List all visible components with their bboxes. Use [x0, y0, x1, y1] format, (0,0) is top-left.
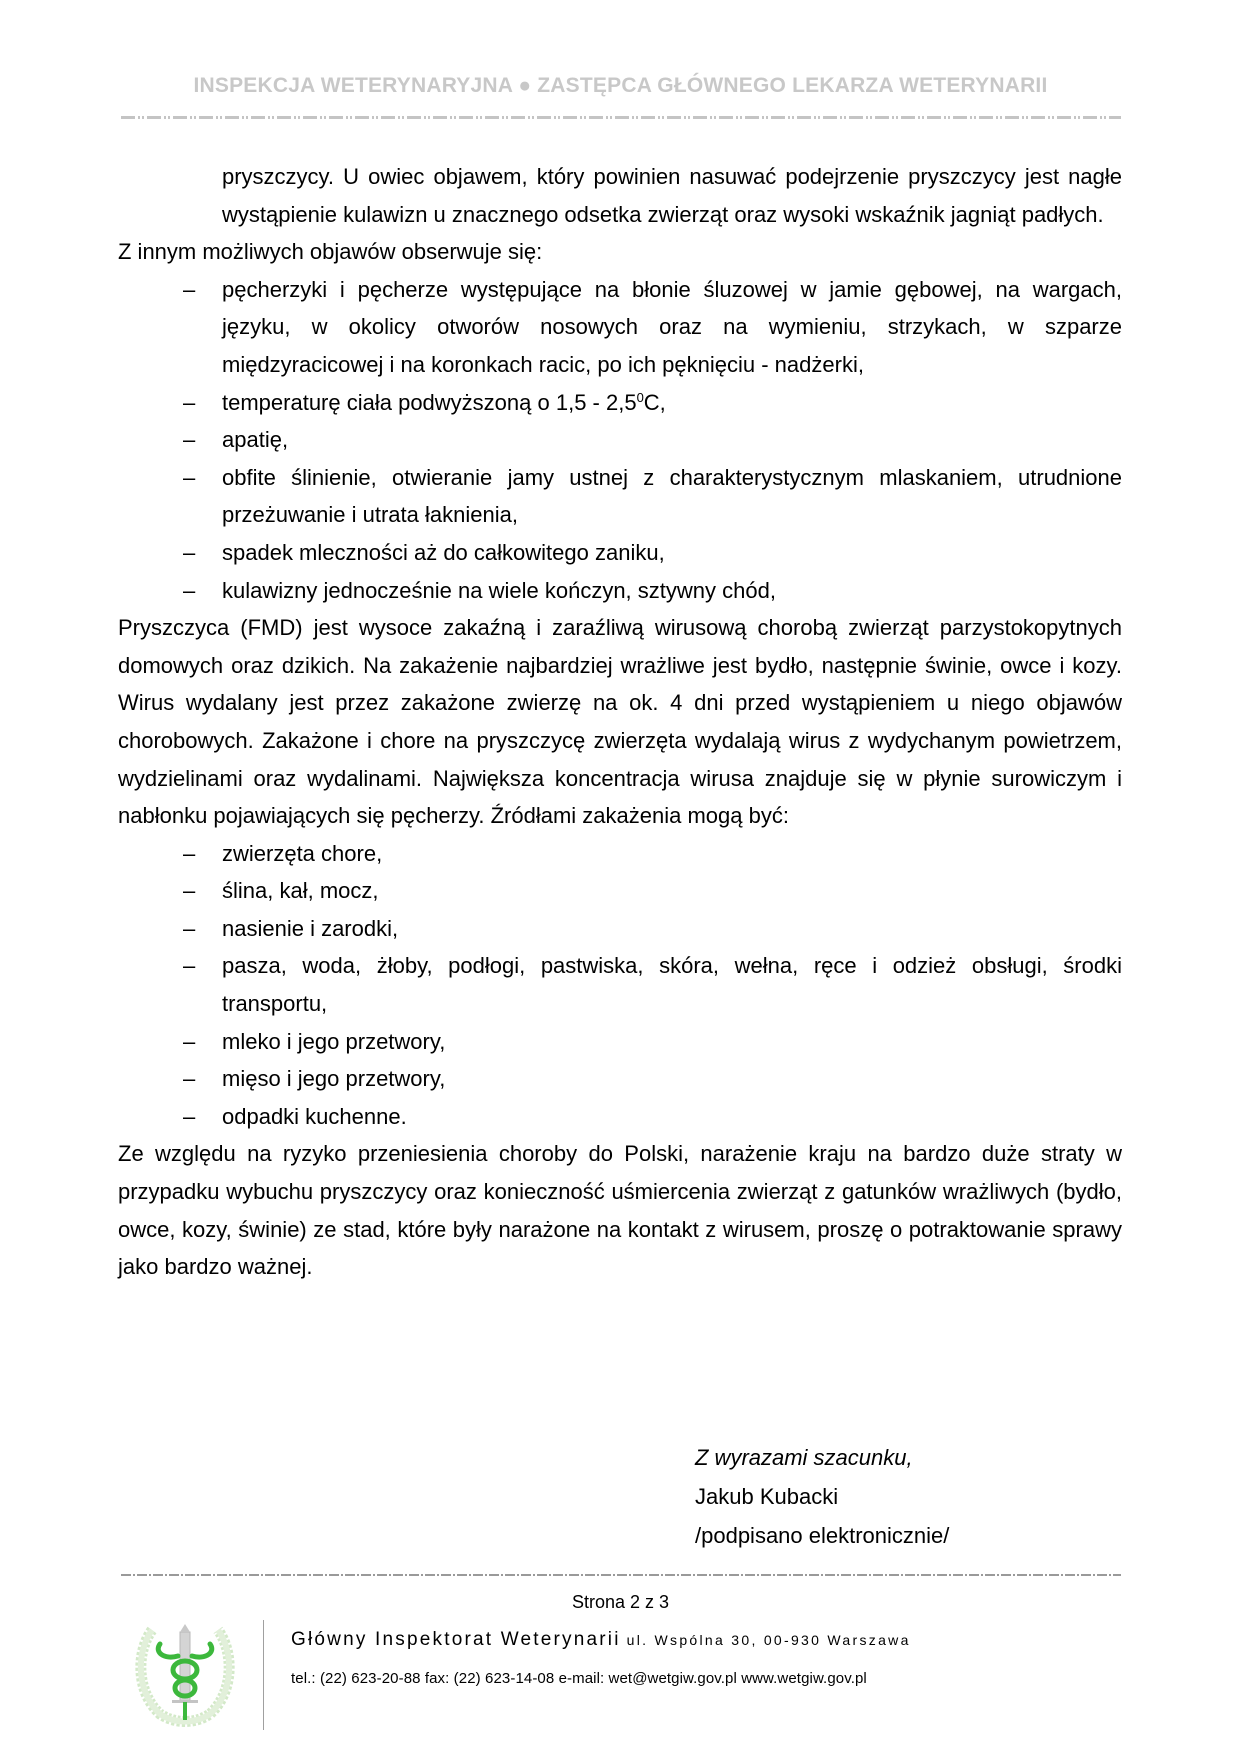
- dash-bullet-icon: –: [183, 464, 196, 490]
- dash-bullet-icon: –: [183, 953, 196, 979]
- list-item: – pasza, woda, żłoby, podłogi, pastwiska, skóra, wełna, ręce i odzież obsługi, środki transportu,: [118, 947, 1122, 1022]
- dash-bullet-icon: –: [183, 276, 196, 302]
- signature-greeting: Z wyrazami szacunku,: [695, 1445, 913, 1470]
- dash-bullet-icon: –: [183, 427, 196, 453]
- dash-bullet-icon: –: [183, 878, 196, 904]
- list-item: – mleko i jego przetwory,: [118, 1023, 1122, 1061]
- signature-block: [695, 1438, 949, 1555]
- dash-bullet-icon: –: [183, 389, 196, 415]
- list-item: – ślina, kał, mocz,: [118, 872, 1122, 910]
- dash-bullet-icon: –: [183, 539, 196, 565]
- list-item: – spadek mleczności aż do całkowitego zaniku,: [118, 534, 1122, 572]
- list-item: – nasienie i zarodki,: [118, 910, 1122, 948]
- letter-body: [118, 158, 1122, 1286]
- continuation-paragraph: pryszczycy. U owiec objawem, który powinien nasuwać podejrzenie pryszczycy jest nagłe wystąpienie kulawizn u znacznego odsetka zwierząt oraz wysoki wskaźnik jagniąt padłych.: [222, 164, 1122, 227]
- dash-bullet-icon: –: [183, 840, 196, 866]
- list-item: – odpadki kuchenne.: [118, 1098, 1122, 1136]
- list-item: – temperaturę ciała podwyższoną o $1,5 - 2,5^0C$,: [118, 384, 1122, 422]
- footer-divider: [121, 1574, 1121, 1576]
- dash-bullet-icon: –: [183, 1103, 196, 1129]
- list-item: – pęcherzyki i pęcherze występujące na błonie śluzowej w jamie gębowej, na wargach, języku, w okolicy otworów nosowych oraz na wymieniu, strzykach, w szparze międzyracicowej i na koronkach racic, po ich pęknięciu - nadżerki,: [118, 271, 1122, 384]
- org-line: [291, 1629, 911, 1651]
- list-item: – zwierzęta chore,: [118, 835, 1122, 873]
- header-title: INSPEKCJA WETERYNARYJNA ● ZASTĘPCA GŁÓWNEGO LEKARZA WETERYNARII: [193, 74, 1048, 97]
- contact-line: tel.: (22) 623-20-88 fax: (22) 623-14-08 e-mail: wet@wetgiw.gov.pl www.wetgiw.gov.pl: [291, 1670, 867, 1687]
- org-address: ul. Wspólna 30, 00-930 Warszawa: [626, 1632, 911, 1648]
- signatory-name: Jakub Kubacki: [695, 1484, 839, 1509]
- symptoms-list: [118, 271, 1122, 609]
- list-item: – kulawizny jednocześnie na wiele kończyn, sztywny chód,: [118, 572, 1122, 610]
- dash-bullet-icon: –: [183, 1066, 196, 1092]
- footer-vertical-divider: [263, 1620, 264, 1730]
- org-name: Główny Inspektorat Weterynarii: [291, 1629, 621, 1650]
- list-item: – mięso i jego przetwory,: [118, 1060, 1122, 1098]
- header-divider: [121, 116, 1121, 119]
- dash-bullet-icon: –: [183, 915, 196, 941]
- list-item: – obfite ślinienie, otwieranie jamy ustnej z charakterystycznym mlaskaniem, utrudnione przeżuwanie i utrata łaknienia,: [118, 459, 1122, 534]
- list-item: – apatię,: [118, 421, 1122, 459]
- signature-note: /podpisano elektronicznie/: [695, 1523, 950, 1548]
- closing-paragraph: Ze względu na ryzyko przeniesienia choroby do Polski, narażenie kraju na bardzo duże straty w przypadku wybuchu pryszczycy oraz konieczność uśmiercenia zwierząt z gatunków wrażliwych (bydło, owce, kozy, świnie) ze stad, które były narażone na kontakt z wirusem, proszę o potraktowanie sprawy jako bardzo ważnej.: [118, 1141, 1122, 1280]
- caduceus-wreath-logo-icon: [130, 1622, 240, 1732]
- degree-superscript: 0: [636, 389, 644, 405]
- page-number: Strona 2 z 3: [571, 1592, 670, 1612]
- symptoms-intro: Z innym możliwych objawów obserwuje się:: [118, 239, 543, 265]
- fmd-paragraph: Pryszczyca (FMD) jest wysoce zakaźną i zaraźliwą wirusową chorobą zwierząt parzystokopytnych domowych oraz dzikich. Na zakażenie najbardziej wrażliwe jest bydło, następnie świnie, owce i kozy. Wirus wydalany jest przez zakażone zwierzę na ok. 4 dni przed wystąpieniem u niego objawów chorobowych. Zakażone i chore na pryszczycę zwierzęta wydalają wirus z wydychanym powietrzem, wydzielinami oraz wydalinami. Największa koncentracja wirusa znajduje się w płynie surowiczym i nabłonku pojawiających się pęcherzy. Źródłami zakażenia mogą być:: [118, 615, 1122, 829]
- dash-bullet-icon: –: [183, 1028, 196, 1054]
- dash-bullet-icon: –: [183, 577, 196, 603]
- infection-sources-list: [118, 835, 1122, 1136]
